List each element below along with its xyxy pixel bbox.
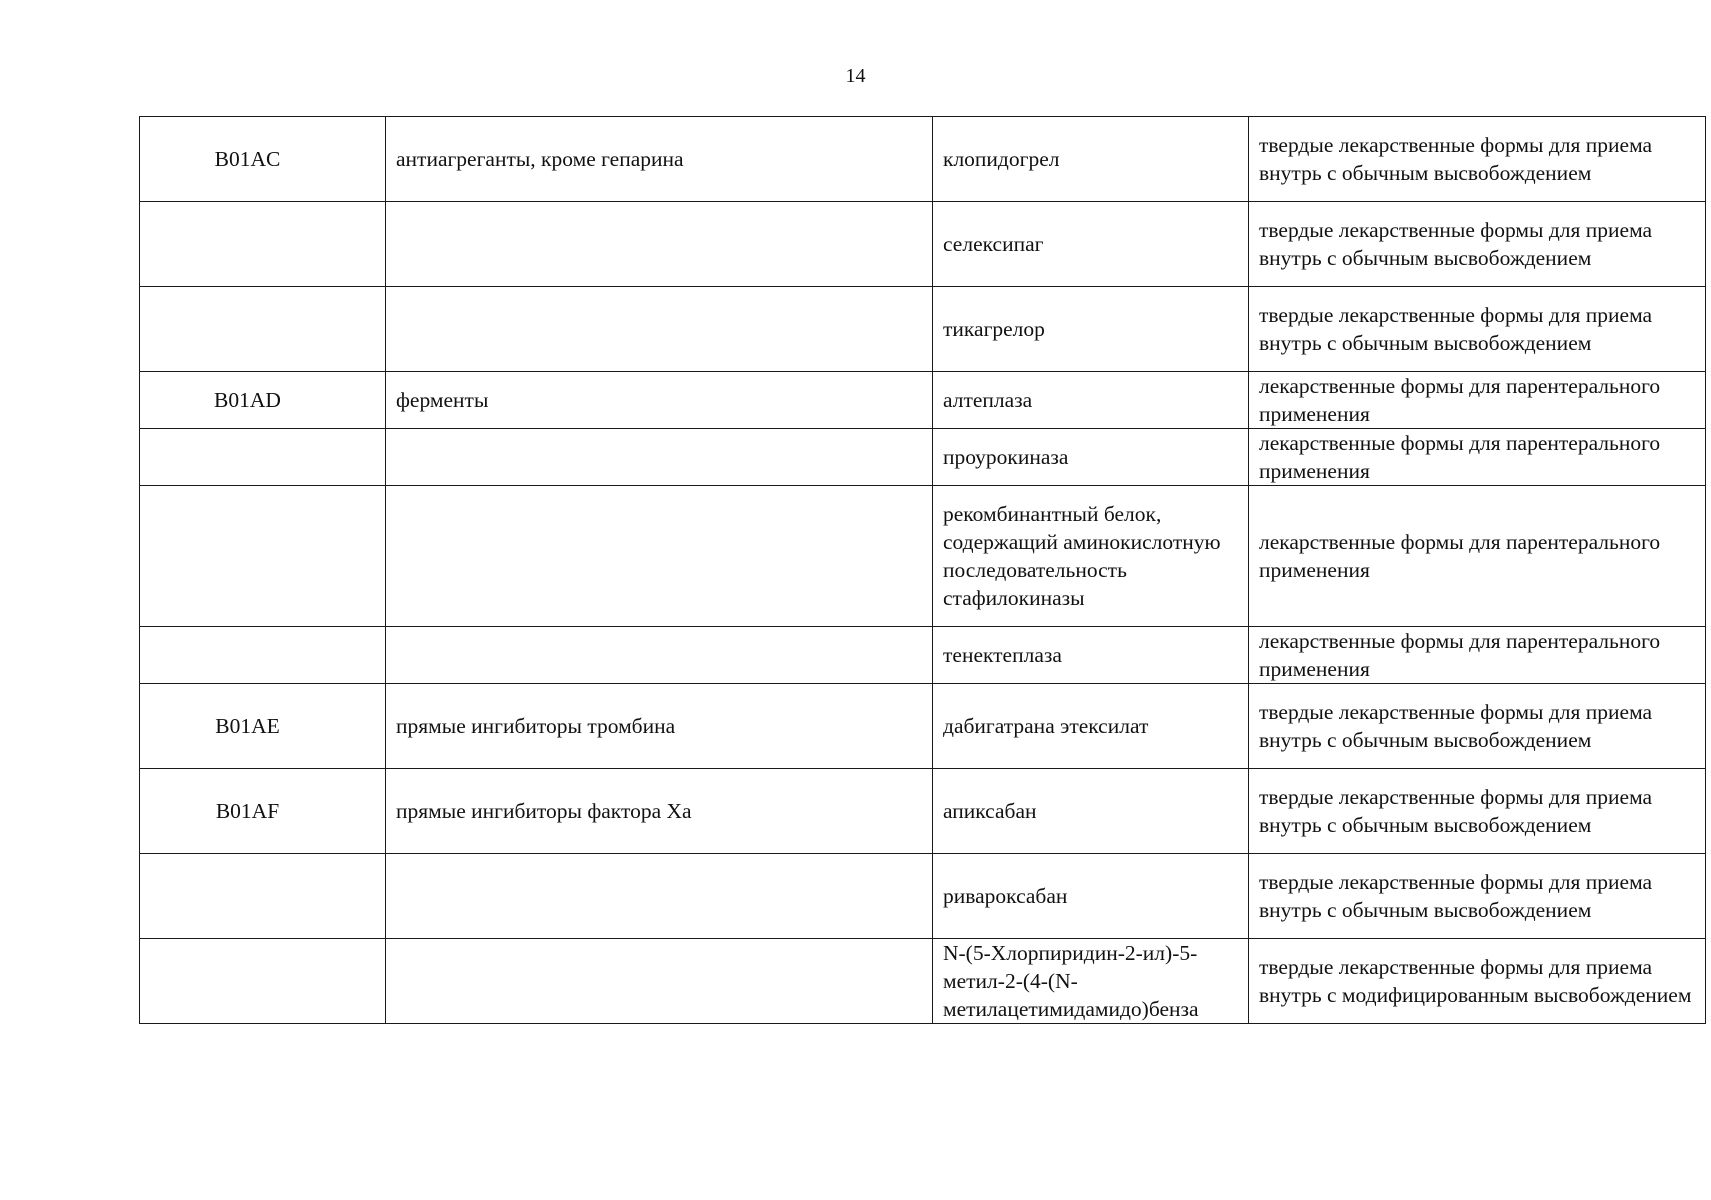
drug-name-cell: тикагрелор (933, 287, 1249, 372)
page-number: 14 (845, 65, 866, 87)
atc-code-cell: B01AC (140, 117, 386, 202)
atc-code-cell: B01AE (140, 684, 386, 769)
drug-name-cell: тенектеплаза (933, 627, 1249, 684)
drug-name-cell: алтеплаза (933, 372, 1249, 429)
table-row (140, 429, 1706, 486)
pharmacological-group-cell: антиагреганты, кроме гепарина (386, 117, 933, 202)
atc-code-cell (140, 627, 386, 684)
dosage-form-cell: лекарственные формы для парентерального применения (1249, 486, 1706, 627)
drug-table-container (139, 116, 1705, 1024)
drug-name-cell: N-(5-Хлорпиридин-2-ил)-5-метил-2-(4-(N-метилацетимидамидо)бенза (933, 939, 1249, 1024)
dosage-form-cell: лекарственные формы для парентерального применения (1249, 372, 1706, 429)
dosage-form-cell: твердые лекарственные формы для приема внутрь с обычным высвобождением (1249, 684, 1706, 769)
pharmacological-group-cell: прямые ингибиторы фактора Xa (386, 769, 933, 854)
atc-code-cell (140, 486, 386, 627)
pharmacological-group-cell: ферменты (386, 372, 933, 429)
dosage-form-cell: твердые лекарственные формы для приема внутрь с обычным высвобождением (1249, 117, 1706, 202)
dosage-form-cell: твердые лекарственные формы для приема внутрь с обычным высвобождением (1249, 769, 1706, 854)
pharmacological-group-cell (386, 429, 933, 486)
table-row (140, 117, 1706, 202)
table-row (140, 854, 1706, 939)
drug-name-cell: ривароксабан (933, 854, 1249, 939)
pharmacological-group-cell (386, 939, 933, 1024)
dosage-form-cell: твердые лекарственные формы для приема внутрь с обычным высвобождением (1249, 854, 1706, 939)
table-row (140, 769, 1706, 854)
dosage-form-cell: лекарственные формы для парентерального применения (1249, 429, 1706, 486)
table-row (140, 287, 1706, 372)
atc-code-cell (140, 429, 386, 486)
table-row (140, 627, 1706, 684)
atc-code-cell (140, 854, 386, 939)
drug-name-cell: дабигатрана этексилат (933, 684, 1249, 769)
dosage-form-cell: твердые лекарственные формы для приема внутрь с обычным высвобождением (1249, 202, 1706, 287)
atc-code-cell: B01AD (140, 372, 386, 429)
drug-name-cell: проурокиназа (933, 429, 1249, 486)
drug-name-cell: рекомбинантный белок, содержащий аминокислотную последовательность стафилокиназы (933, 486, 1249, 627)
atc-code-cell: B01AF (140, 769, 386, 854)
atc-code-cell (140, 287, 386, 372)
drug-table (139, 116, 1706, 1024)
drug-name-cell: селексипаг (933, 202, 1249, 287)
drug-name-cell: апиксабан (933, 769, 1249, 854)
pharmacological-group-cell (386, 854, 933, 939)
dosage-form-cell: твердые лекарственные формы для приема внутрь с обычным высвобождением (1249, 287, 1706, 372)
pharmacological-group-cell (386, 287, 933, 372)
atc-code-cell (140, 939, 386, 1024)
table-row (140, 684, 1706, 769)
table-row (140, 939, 1706, 1024)
pharmacological-group-cell (386, 202, 933, 287)
dosage-form-cell: лекарственные формы для парентерального применения (1249, 627, 1706, 684)
drug-name-cell: клопидогрел (933, 117, 1249, 202)
pharmacological-group-cell (386, 486, 933, 627)
pharmacological-group-cell: прямые ингибиторы тромбина (386, 684, 933, 769)
table-row (140, 486, 1706, 627)
atc-code-cell (140, 202, 386, 287)
pharmacological-group-cell (386, 627, 933, 684)
table-row (140, 202, 1706, 287)
table-row (140, 372, 1706, 429)
dosage-form-cell: твердые лекарственные формы для приема внутрь с модифицированным высвобождением (1249, 939, 1706, 1024)
